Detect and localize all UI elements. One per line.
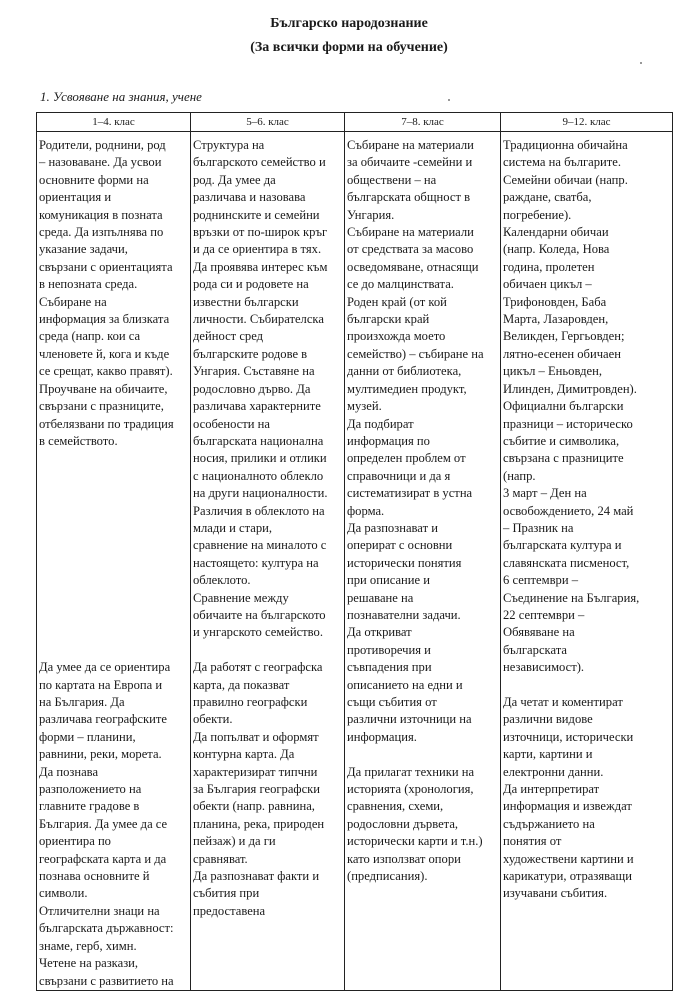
section-heading: 1. Усвояване на знания, учене xyxy=(40,89,202,104)
table-cell-grade-9-12 xyxy=(501,132,673,991)
column-header-grade-5-6: 5–6. клас xyxy=(191,113,345,132)
scan-speck xyxy=(640,62,642,64)
document-title: Българско народознание xyxy=(270,16,428,31)
column-header-grade-9-12: 9–12. клас xyxy=(501,113,673,132)
curriculum-table xyxy=(36,112,673,991)
table-cell-grade-1-4 xyxy=(37,132,191,991)
table-cell-grade-7-8 xyxy=(345,132,501,991)
cell-text: Родители, роднини, род – назоваване. Да усвои основните форми на ориентация и комуникация в позната среда. Да изпълнява по указание задачи, свързани с ориентацията в непозната среда. Събиране на информация за близката среда (напр. кои са членовете й, кога и къде се срещат, какво правят). Проучване на обичаите, свързани с празниците, отбелязвани по традиция в семейството. Да умее да се ориентира по картата на Европа и на България. Да различава географските форми – планини, равнини, реки, морета. Да познава разположението на главните градове в България. Да умее да се ориентира по географската карта и да познава основните й символи. Отличителни знаци на българската държавност: знаме, герб, химн. Четене на разкази, свързани с развитието на xyxy=(39,138,174,988)
table-cell-grade-5-6 xyxy=(191,132,345,991)
cell-text: Събиране на материали за обичаите -семейни и обществени – на българската общност в Унгария. Събиране на материали от средствата за масово осведомяване, отнасящи се до малцинствата. Роден край (от кой български край произхожда моето семейство) – събиране на данни от библиотека, мултимедиен продукт, музей. Да подбират информация по определен проблем от справочници и да я систематизират в устна форма. Да разпознават и оперират с основни исторически понятия при описание и решаване на познавателни задачи. Да откриват противоречия и съвпадения при описанието на едни и същи събития от различни източници на информация. Да прилагат техники на историята (хронология, сравнения, схеми, родословни дървета, исторически карти и т.н.) като използват опори (предписания). xyxy=(347,138,484,884)
scan-speck xyxy=(448,99,450,101)
column-header-grade-7-8: 7–8. клас xyxy=(345,113,501,132)
cell-text: Структура на българското семейство и род. Да умее да различава и назовава роднинските и семейни връзки от по-широк кръг и да се ориентира в тях. Да проявява интерес към рода си и родовете на известни български личности. Събирателска дейност сред българските родове в Унгария. Съставяне на родословно дърво. Да различава характерните особености на българската национална носия, прилики и отлики с националното облекло на други националности. Различия в облеклото на млади и стари, сравнение на миналото с настоящето: култура на облеклото. Сравнение между обичаите на българското и унгарското семейство. Да работят с географска карта, да показват правилно географски обекти. Да попълват и оформят контурна карта. Да характеризират типчни за България географски обекти (напр. равнина, планина, река, природен пейзаж) и да ги сравняват. Да разпознават факти и събития при предоставена xyxy=(193,138,328,918)
cell-text: Традиционна обичайна система на българите. Семейни обичаи (напр. раждане, сватба, погребение). Календарни обичаи (напр. Коледа, Нова година, пролетен обичаен цикъл – Трифоновден, Баба Марта, Лазаровден, Великден, Гергьовден; лятно-есенен обичаен цикъл – Еньовден, Илинден, Димитровден). Официални български празници – историческо събитие и символика, свързана с празниците (напр. 3 март – Ден на освобождението, 24 май – Празник на българската култура и славянската писменост, 6 септември – Съединение на България, 22 септември – Обявяване на българската независимост). Да четат и коментират различни видове източници, исторически карти, картини и електронни данни. Да интерпретират информация и извеждат съдържанието на понятия от художествени картини и карикатури, отразяващи изучавани събития. xyxy=(503,138,640,901)
document-subtitle: (За всички форми на обучение) xyxy=(250,40,448,55)
table-row xyxy=(37,132,673,991)
column-header-grade-1-4: 1–4. клас xyxy=(37,113,191,132)
table-header-row xyxy=(37,113,673,132)
